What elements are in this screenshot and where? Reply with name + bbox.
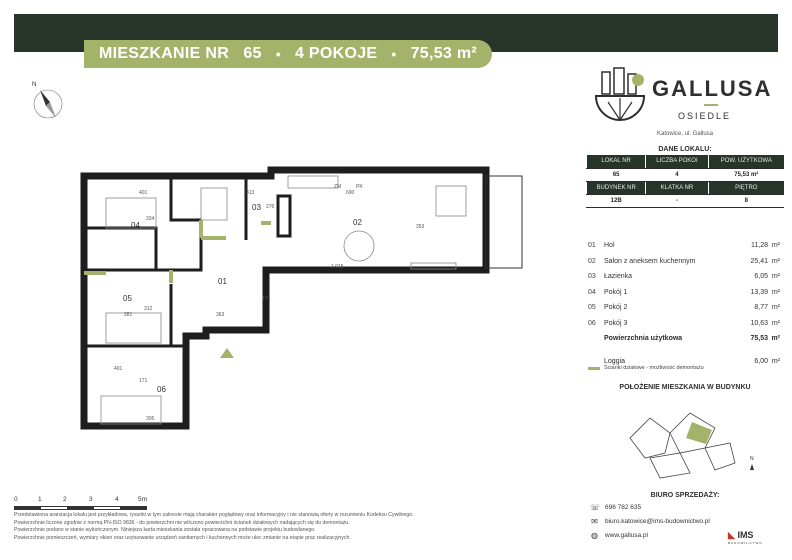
scale-label: 2 — [63, 496, 67, 503]
list-item — [586, 240, 782, 256]
loggia-label: Loggia — [604, 358, 626, 365]
list-item — [586, 318, 782, 334]
ims-logo — [728, 530, 763, 545]
room-name: Pokój 1 — [604, 288, 628, 296]
apartment-data-section — [586, 146, 784, 208]
apartment-highlight — [686, 422, 712, 444]
sales-office-title: BIURO SPRZEDAŻY: — [650, 492, 720, 499]
room-unit: m² — [771, 273, 780, 280]
scale-label: 0 — [14, 496, 18, 503]
dimension-label: 305 — [146, 416, 155, 422]
table-cell: - — [646, 194, 708, 207]
compass-rose-icon — [28, 82, 68, 124]
room-label-03: 03 — [252, 203, 261, 212]
room-area: 11,28 — [751, 242, 768, 249]
dimension-label: 281 — [124, 312, 133, 318]
ims-logo-text: IMS — [737, 530, 754, 540]
entrance-marker-icon — [220, 348, 234, 358]
list-item — [586, 256, 782, 272]
separator-dot: • — [391, 46, 397, 62]
rooms-count: 4 POKOJE — [294, 45, 378, 62]
email-address[interactable]: biuro.katowice@ims-budownictwo.pl — [605, 518, 710, 525]
phone-number[interactable]: 696 782 635 — [605, 504, 642, 511]
dimension-label: 353 — [416, 224, 425, 230]
apartment-data-table — [586, 155, 784, 208]
list-item — [586, 271, 782, 287]
loggia-area: 6,00 — [754, 358, 768, 365]
room-name: Pokój 3 — [604, 319, 628, 327]
table-header: LOKAL NR — [587, 155, 646, 168]
table-cell: 65 — [587, 168, 646, 181]
floor-plan — [76, 158, 536, 448]
room-area: 6,05 — [754, 273, 768, 280]
dimension-label: 313 — [246, 190, 255, 196]
minimap-north-label: N — [750, 456, 754, 462]
rooms-list — [586, 240, 782, 372]
legend — [588, 365, 704, 371]
dimension-label: 401 — [139, 190, 148, 196]
room-number: 06 — [588, 319, 596, 327]
total-area-unit: m² — [771, 335, 780, 342]
logo-emblem-icon — [592, 66, 648, 126]
room-label-05: 05 — [123, 294, 132, 303]
dimension-label: 174 — [262, 296, 271, 302]
scale-label: 4 — [115, 496, 119, 503]
room-area: 13,39 — [750, 288, 768, 296]
disclaimer-notes — [14, 512, 574, 542]
globe-icon: ◍ — [591, 531, 598, 540]
list-item — [586, 287, 782, 303]
brand-address: Katowice, ul. Gallusa — [656, 131, 714, 137]
contact-web — [590, 531, 648, 540]
table-header: KLATKA NR — [646, 181, 708, 194]
room-number: 05 — [588, 304, 596, 311]
separator-dot: • — [275, 46, 281, 62]
room-label-06: 06 — [157, 385, 166, 394]
apartment-data-title: DANE LOKALU: — [658, 146, 712, 153]
total-area-value: 75,53 — [750, 335, 768, 342]
note-line: Powierzchnie pomieszczeń, wymiary okien oraz usytuowanie urządzeń sanitarnych i kuchennych może ulec zmianie na etapie prac realizacyjnych. — [14, 534, 351, 541]
dimension-label: PK — [356, 184, 363, 190]
apartment-label: MIESZKANIE NR — [98, 45, 230, 62]
dimension-label: 276 — [266, 204, 275, 210]
room-name: Pokój 2 — [604, 304, 628, 311]
ims-logo-subtitle: BUDOWNICTWO — [728, 541, 763, 545]
north-arrow-icon — [750, 464, 754, 470]
room-number: 03 — [588, 273, 596, 280]
room-name: Hol — [604, 242, 615, 249]
room-unit: m² — [771, 242, 780, 249]
room-number: 04 — [588, 288, 596, 296]
scale-label: 3 — [89, 496, 93, 503]
dimension-label: 171 — [139, 378, 148, 384]
table-cell: 4 — [646, 168, 708, 181]
room-unit: m² — [771, 288, 780, 296]
apartment-label-with-number — [99, 45, 262, 63]
note-line: Powierzchnie liczone zgodnie z normą PN-ISO 9836 - do powierzchni nie wliczono powierzchni ścianek działowych nadających się do demontażu. — [14, 519, 350, 526]
compass-north-label: N — [32, 82, 37, 88]
room-number: 02 — [588, 257, 596, 265]
compass — [28, 82, 68, 124]
room-label-01: 01 — [218, 277, 227, 286]
list-item — [586, 302, 782, 318]
dimension-label: 334 — [146, 216, 155, 222]
total-area-label: Powierzchnia użytkowa — [604, 335, 683, 342]
scale-label: 1 — [38, 496, 42, 503]
room-label-02: 02 — [353, 218, 362, 227]
brand-name: GALLUSA — [652, 76, 773, 101]
dimension-label: 312 — [144, 306, 153, 312]
apartment-number: 65 — [243, 45, 262, 62]
email-icon: ✉ — [591, 517, 598, 526]
loggia-unit: m² — [771, 358, 780, 365]
logo-divider — [704, 104, 718, 106]
brand-subtitle: OSIEDLE — [678, 111, 732, 121]
ims-mark-icon: ◣ — [728, 530, 735, 540]
dimension-label: 1 015 — [331, 264, 344, 270]
room-number: 01 — [588, 242, 596, 249]
room-label-04: 04 — [131, 221, 140, 230]
room-name: Salon z aneksem kuchennym — [604, 257, 696, 265]
note-line: Powierzchnie podano w stanie wykończonym. Niniejsza karta mieszkania została opracowana na podstawie projektu budowlanego. — [14, 527, 316, 534]
room-unit: m² — [771, 304, 780, 311]
apartment-area: 75,53 m² — [410, 45, 478, 62]
contact-email — [590, 517, 710, 526]
table-cell: 12B — [587, 194, 646, 207]
room-unit: m² — [771, 319, 780, 327]
table-header: PIĘTRO — [708, 181, 784, 194]
table-header: BUDYNEK NR — [587, 181, 646, 194]
dimension-label: ZM — [334, 184, 342, 190]
scale-segments — [14, 506, 147, 510]
room-name: Łazienka — [604, 273, 633, 280]
phone-icon: ☏ — [590, 503, 601, 512]
legend-swatch — [588, 367, 600, 370]
table-header: POW. UŻYTKOWA — [708, 155, 784, 168]
room-area: 8,77 — [754, 304, 768, 311]
table-cell: 75,53 m² — [708, 168, 784, 181]
table-cell: 8 — [708, 194, 784, 207]
room-area: 25,41 — [750, 257, 768, 265]
table-header: LICZBA POKOI — [646, 155, 708, 168]
dimension-label: 401 — [114, 366, 123, 372]
dimension-label: 690 — [346, 190, 355, 196]
building-position-map — [620, 398, 760, 488]
room-area: 10,63 — [750, 319, 768, 327]
dimension-label: 363 — [216, 312, 225, 318]
room-unit: m² — [771, 257, 780, 265]
note-line: Przedstawiona aranżacja lokalu jest przykładowa, rysunki w tym zakresie mają charakter poglądowy oraz informacyjny i nie stanowią oferty w rozumieniu Kodeksu Cywilnego. — [14, 512, 414, 518]
website-link[interactable]: www.gallusa.pl — [605, 532, 648, 539]
apartment-title-bar — [84, 40, 492, 68]
legend-text: Ścianki działowe - możliwość demontażu — [604, 365, 704, 371]
total-area-row — [586, 333, 782, 350]
gallusa-logo — [592, 66, 782, 130]
position-title: POŁOŻENIE MIESZKANIA W BUDYNKU — [619, 384, 751, 391]
scale-label: 5m — [138, 496, 148, 503]
contact-phone — [590, 503, 641, 512]
scale-bar — [14, 496, 154, 510]
